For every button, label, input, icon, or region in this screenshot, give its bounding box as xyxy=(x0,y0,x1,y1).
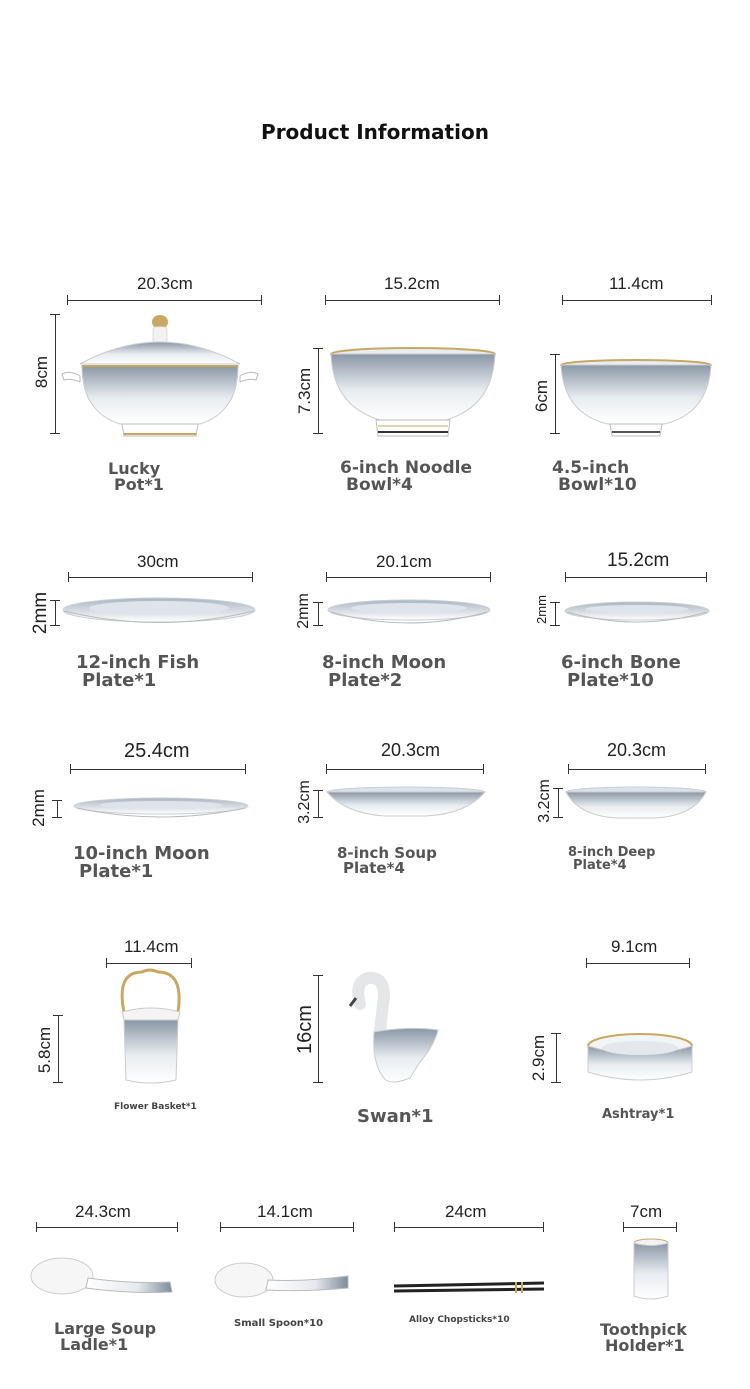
width-label: 15.2cm xyxy=(607,550,670,571)
swan-image xyxy=(350,974,442,1086)
width-label: 9.1cm xyxy=(611,937,658,956)
height-label: 3.2cm xyxy=(295,780,313,824)
item-label: 8-inch Soup Plate*4 xyxy=(337,844,437,877)
height-label: 2mm xyxy=(294,593,312,629)
height-label: 2mm xyxy=(533,595,549,624)
height-label: 2.9cm xyxy=(529,1034,549,1082)
width-dimension-line xyxy=(326,764,484,774)
small-spoon-image xyxy=(214,1260,352,1302)
lucky-pot-image xyxy=(60,312,260,440)
width-dimension-line xyxy=(586,958,690,968)
width-dimension-line xyxy=(70,764,246,774)
item-label: 12-inch Fish Plate*1 xyxy=(76,652,200,691)
width-dimension-line xyxy=(67,295,262,305)
width-dimension-line xyxy=(568,764,706,774)
height-label: 6cm xyxy=(532,379,552,413)
width-label: 24cm xyxy=(445,1202,487,1221)
width-label: 15.2cm xyxy=(384,274,440,293)
bone-plate-image xyxy=(564,600,710,630)
height-dimension-line xyxy=(313,602,323,626)
height-dimension-line xyxy=(551,1033,561,1083)
height-dimension-line xyxy=(313,790,323,818)
toothpick-holder-image xyxy=(630,1238,672,1304)
height-dimension-line xyxy=(553,788,563,818)
item-label: Large Soup Ladle*1 xyxy=(54,1319,157,1354)
width-label: 20.3cm xyxy=(381,740,441,760)
item-label: Flower Basket*1 xyxy=(114,1102,197,1112)
height-label: 16cm xyxy=(293,1005,316,1054)
width-label: 11.4cm xyxy=(124,937,179,956)
noodle-bowl-image xyxy=(330,346,496,438)
bowl-image xyxy=(560,358,712,438)
item-label: Small Spoon*10 xyxy=(234,1318,324,1329)
chopsticks-image xyxy=(392,1282,546,1296)
item-label: Swan*1 xyxy=(357,1106,434,1127)
height-label: 3.2cm xyxy=(535,779,553,823)
height-label: 7.3cm xyxy=(295,367,315,415)
width-dimension-line xyxy=(623,1222,677,1232)
width-label: 7cm xyxy=(630,1202,663,1221)
page-title: Product Information xyxy=(261,120,489,144)
width-dimension-line xyxy=(325,295,500,305)
item-label: Lucky Pot*1 xyxy=(108,459,164,494)
width-label: 20.3cm xyxy=(137,274,193,293)
height-label: 8cm xyxy=(32,355,52,389)
width-dimension-line xyxy=(565,572,707,582)
height-label: 2mm xyxy=(28,789,48,827)
ladle-image xyxy=(30,1256,176,1302)
width-dimension-line xyxy=(394,1222,544,1232)
moon-plate-image xyxy=(327,598,491,630)
item-label: Ashtray*1 xyxy=(602,1107,675,1122)
width-dimension-line xyxy=(220,1222,354,1232)
item-label: 8-inch Moon Plate*2 xyxy=(322,652,447,691)
width-label: 20.3cm xyxy=(607,740,667,760)
width-label: 24.3cm xyxy=(75,1202,131,1221)
height-dimension-line xyxy=(550,602,560,626)
moon-plate-10-image xyxy=(73,796,249,824)
flower-basket-image xyxy=(112,968,190,1086)
item-label: Toothpick Holder*1 xyxy=(600,1320,687,1355)
width-dimension-line xyxy=(68,572,253,582)
deep-plate-image xyxy=(565,786,707,822)
width-label: 20.1cm xyxy=(376,552,432,571)
width-dimension-line xyxy=(326,572,491,582)
width-label: 30cm xyxy=(137,552,179,571)
item-label: 6-inch Bone Plate*10 xyxy=(561,652,681,691)
fish-plate-image xyxy=(62,596,256,628)
width-label: 14.1cm xyxy=(257,1202,313,1221)
ashtray-image xyxy=(586,1032,694,1086)
width-label: 25.4cm xyxy=(124,740,190,762)
width-dimension-line xyxy=(36,1222,178,1232)
width-dimension-line xyxy=(106,958,192,968)
item-label: 6-inch Noodle Bowl*4 xyxy=(340,458,473,495)
item-label: 10-inch Moon Plate*1 xyxy=(73,843,210,882)
height-label: 2mm xyxy=(30,591,52,635)
item-label: Alloy Chopsticks*10 xyxy=(409,1315,510,1325)
height-label: 5.8cm xyxy=(35,1026,55,1074)
width-dimension-line xyxy=(562,295,712,305)
item-label: 4.5-inch Bowl*10 xyxy=(552,458,637,495)
soup-plate-image xyxy=(326,786,486,820)
height-dimension-line xyxy=(52,800,62,818)
width-label: 11.4cm xyxy=(609,274,664,293)
item-label: 8-inch Deep Plate*4 xyxy=(568,845,656,873)
